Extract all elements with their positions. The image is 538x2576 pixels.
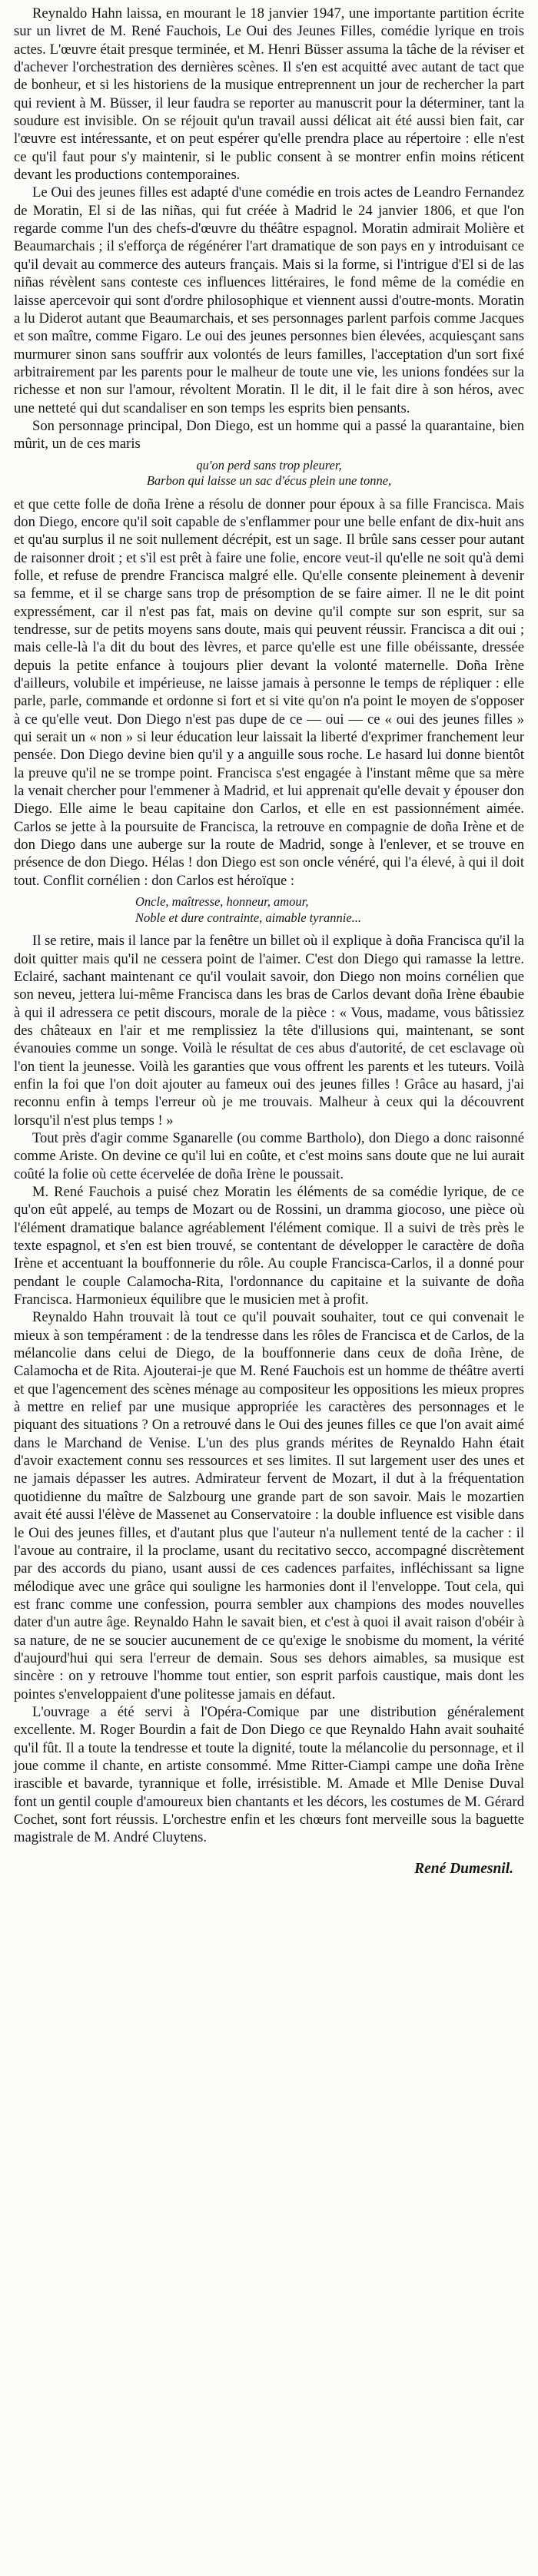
verse-line: Barbon qui laisse un sac d'écus plein une tonne, [146, 473, 392, 489]
paragraph-plot: et que cette folle de doña Irène a résolu de donner pour époux à sa fille Francisca. Mais don Diego, encore qu'il soit capable de s'enflammer pour une belle enfant de dix-huit ans et qu'au surplus il ne soit nullement décrépit, est un sage. Il brûle sans cesser pour autant de raisonner droit ; et s'il est prêt à faire une folie, encore veut-il qu'elle ne soit qu'à demi folle, et refuse de prendre Francisca malgré elle. Qu'elle consente pleinement à devenir sa femme, et il se charge sans trop de présomption de se faire aimer. Il ne le dit point expressément, car il n'est pas fat, mais on devine qu'il compte sur son esprit, sur sa tendresse, sur de petits moyens sans doute, mais qui peuvent réussir. Francisca a dit oui ; mais celle-là l'a dit du bout des lèvres, et parce qu'elle est une fille obéissante, dressée depuis la petite enfance à toujours plier devant la volonté maternelle. Doña Irène d'ailleurs, volubile et impérieuse, ne laisse jamais à personne le temps de répliquer : elle parle, parle, commande et ordonne si fort et si vite qu'on n'a point le moyen de s'opposer à ce qu'elle veut. Don Diego n'est pas dupe de ce — oui — ce « oui des jeunes filles » qui serait un « non » si leur éducation leur laissait la liberté d'exprimer franchement leur pensée. Don Diego devine bien qu'il y a anguille sous roche. Le hasard lui donne bientôt la preuve qu'il ne se trompe point. Francisca s'est engagée à l'instant même que sa mère la venait chercher pour l'emmener à Madrid, et lui apprenait qu'elle devait y épouser don Diego. Elle aime le beau capitaine don Carlos, et elle en est passionnément aimée. Carlos se jette à la poursuite de Francisca, la retrouve en compagnie de doña Irène et de don Diego dans une auberge sur la route de Madrid, songe à l'enlever, et se trouve en présence de don Diego. Hélas ! don Diego est son oncle vénéré, qui l'a élevé, à qui il doit tout. Conflit cornélien : don Carlos est héroïque : [14, 496, 524, 889]
verse-line: Oncle, maîtresse, honneur, amour, [135, 894, 309, 910]
paragraph-diego: Son personnage principal, Don Diego, est un homme qui a passé la quarantaine, bien mûrit, un de ces maris [14, 417, 524, 453]
paragraph-performance: L'ouvrage a été servi à l'Opéra-Comique par une distribution généralement excellente. M. Roger Bourdin a fait de Don Diego ce que Reynaldo Hahn avait souhaité qu'il fût. Il a toute la tendresse et toute la dignité, toute la mélancolie du personnage, et il joue comme il chante, en artiste consommé. Mme Ritter-Ciampi campe une doña Irène irascible et bavarde, tyrannique et folle, irrésistible. M. Amade et Mlle Denise Duval font un gentil couple d'amoureux bien chantants et les décors, les costumes de M. Gérard Cochet, sont fort réussis. L'orchestre enfin et les chœurs font merveille sous la baguette magistrale de M. André Cluytens. [14, 1703, 524, 1846]
paragraph-music: Reynaldo Hahn trouvait là tout ce qu'il pouvait souhaiter, tout ce qui convenait le mieux à son tempérament : de la tendresse dans les rôles de Francisca et de Carlos, de la mélancolie dans celui de Diego, de la bouffonnerie dans ceux de doña Irène, de Calamocha et de Rita. Ajouterai-je que M. René Fauchois est un homme de théâtre averti et que l'agencement des scènes ménage au compositeur les oppositions les mieux propres à mettre en relief par une musique appropriée les caractères des personnages et le piquant des situations ? On a retrouvé dans le Oui des jeunes filles ce que l'on avait aimé dans le Marchand de Venise. L'un des plus grands mérites de Reynaldo Hahn était d'avoir exactement connu ses ressources et ses limites. Il sut largement user des unes et ne jamais dépasser les autres. Admirateur fervent de Mozart, il dut à la fréquentation quotidienne du maître de Salzbourg une grande part de son savoir. Mais le mozartien avait été aussi l'élève de Massenet au Conservatoire : la double influence est visible dans le Oui des jeunes filles, et d'autant plus que l'auteur n'a nullement tenté de la cacher : il l'avoue au contraire, il la proclame, usant du recitativo secco, accompagné discrètement par des accords du piano, usant aussi de ces cadences parfaites, infléchissant sa ligne mélodique avec une grâce qui souligne les harmonies dont il l'enveloppe. Tout cela, qui est franc comme une confession, pourra sembler aux champions des modes nouvelles dater d'un autre âge. Reynaldo Hahn le savait bien, et c'est à quoi il avait raison d'obéir à sa nature, de ne se soucier aucunement de ce qu'exige le snobisme du moment, la vérité d'aujourd'hui qui sera l'erreur de demain. Sous ses dehors aimables, sa musique est sincère : on y retrouve l'homme tout entier, son esprit parfois caustique, mais dont les pointes s'enveloppaient d'une politesse jamais en défaut. [14, 1309, 524, 1702]
verse-line: qu'on perd sans trop pleurer, [196, 457, 342, 472]
author-signature: René Dumesnil. [414, 1860, 513, 1877]
paragraph-source: Le Oui des jeunes filles est adapté d'une comédie en trois actes de Leandro Fernandez de Moratin, El si de las niñas, qui fut créée à Madrid le 24 janvier 1806, et que l'on regarde comme l'un des chefs-d'œuvre du théâtre espagnol. Moratin admirait Molière et Beaumarchais ; il s'efforça de régénérer l'art dramatique de son pays en y introduisant ce qu'il devait au commerce des auteurs français. Mais si la forme, si l'intrigue d'El si de las niñas révèlent sans conteste ces influences littéraires, le fond même de la comédie en laisse apercevoir qui sont d'ordre philosophique et viennent aussi d'outre-monts. Moratin a lu Diderot autant que Beaumarchais, et ses personnages parlent parfois comme Jacques et son maître, comme Figaro. Le oui des jeunes personnes bien élevées, acquiesçant sans murmurer sinon sans souffrir aux volontés de leurs familles, l'acceptation d'un sort fixé arbitrairement par les parents pour le malheur de toute une vie, les unions fondées sur la richesse et non sur l'amour, révoltent Moratin. Il le dit, il le fait dire à son héros, avec une netteté qui dut scandaliser en son temps les esprits bien pensants. [14, 184, 524, 416]
paragraph-ariste: Tout près d'agir comme Sganarelle (ou comme Bartholo), don Diego a donc raisonné comme Ariste. On devine ce qu'il lui en coûte, et c'est moins sans doute que ne lui aurait coûté la folie où cette écervelée de doña Irène le poussait. [14, 1129, 524, 1182]
paragraph-moral: Il se retire, mais il lance par la fenêtre un billet où il explique à doña Francisca qu'il la doit quitter mais qu'il ne cessera point de l'aimer. C'est don Diego qui ramasse la lettre. Eclairé, sachant maintenant ce qu'il voulait savoir, don Diego non moins cornélien que son neveu, jettera lui-même Francisca dans les bras de Carlos devant doña Irène ébaubie à qui il adressera ce petit discours, morale de la pièce : « Vous, madame, vous bâtissiez des châteaux en l'air et me remplissiez la tête d'illusions qui, maintenant, se sont évanouies comme un songe. Voilà le résultat de ces abus d'autorité, de cet esclavage où l'on tient la jeunesse. Voilà les garanties que vous offrent les parents et les tuteurs. Voilà enfin la foi que l'on doit ajouter au fameux oui des jeunes filles ! Grâce au hasard, j'ai reconnu enfin à temps l'erreur où je me trouvais. Malheur à ceux qui la découvrent lorsqu'il n'est plus temps ! » [14, 933, 524, 1129]
verse-quote-2 [14, 894, 524, 926]
paragraph-intro: Reynaldo Hahn laissa, en mourant le 18 janvier 1947, une importante partition écrite sur un livret de M. René Fauchois, Le Oui des Jeunes Filles, comédie lyrique en trois actes. L'œuvre était presque terminée, et M. Henri Büsser assuma la tâche de la réviser et d'achever l'orchestration des dernières scènes. Il s'en est acquitté avec autant de tact que de bonheur, et si les historiens de la musique entreprennent un jour de rechercher la part qui revient à M. Büsser, il leur faudra se reporter au manuscrit pour la déterminer, tant la soudure est invisible. On se réjouit qu'un travail aussi délicat ait été aussi bien fait, car l'œuvre est intéressante, et on peut espérer qu'elle prendra place au répertoire : elle n'est ce qu'il faut pour s'y maintenir, si le public consent à se montrer enfin moins réticent devant les productions contemporaines. [14, 5, 524, 184]
verse-quote-1 [14, 458, 524, 489]
verse-line: Noble et dure contrainte, aimable tyrannie... [135, 910, 362, 925]
paragraph-fauchois: M. René Fauchois a puisé chez Moratin les éléments de sa comédie lyrique, de ce qu'on eût appelé, au temps de Mozart ou de Rossini, un dramma giocoso, une pièce où l'élément dramatique balance agréablement l'élément comique. Il a suivi de très près le texte espagnol, et s'en est bien trouvé, se contentant de développer le caractère de doña Irène et accentuant la bouffonnerie du rôle. Au couple Francisca-Carlos, il a donné pour pendant le couple Calamocha-Rita, l'ordonnance du capitaine et la suivante de doña Francisca. Harmonieux équilibre que le musicien met à profit. [14, 1183, 524, 1308]
